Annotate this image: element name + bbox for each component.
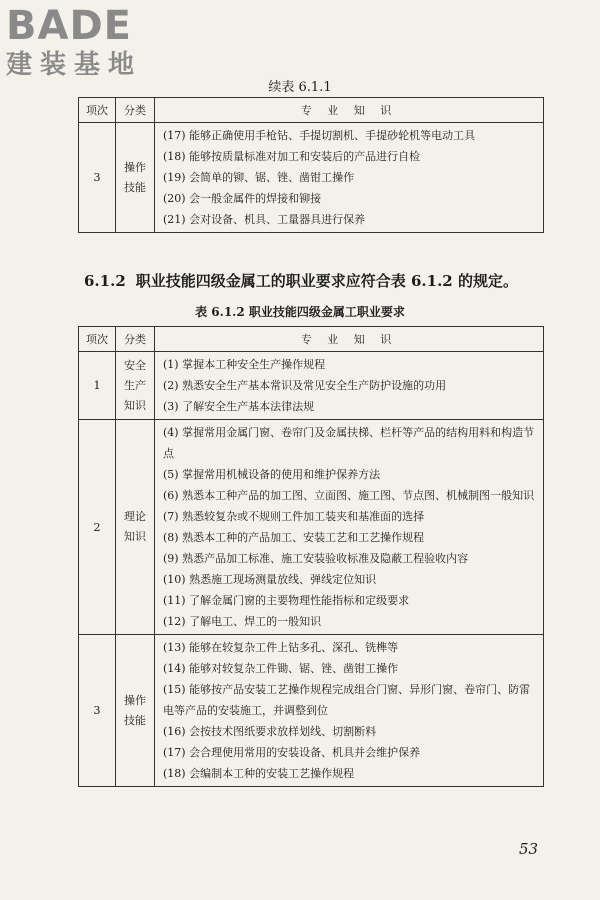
list-item: (2) 熟悉安全生产基本常识及常见安全生产防护设施的功用 bbox=[163, 379, 447, 392]
row-no: 3 bbox=[79, 635, 116, 787]
row-no: 3 bbox=[79, 123, 116, 233]
row-category bbox=[116, 352, 155, 420]
row-items bbox=[155, 352, 544, 420]
category-line: 知识 bbox=[124, 530, 146, 543]
header-category: 分类 bbox=[116, 98, 155, 123]
table-header-row bbox=[79, 98, 544, 123]
list-item: (15) 能够按产品安装工艺操作规程完成组合门窗、异形门窗、卷帘门、防雷电等产品的安装施工，并调整到位 bbox=[163, 683, 531, 717]
row-category bbox=[116, 635, 155, 787]
category-line: 知识 bbox=[124, 398, 146, 412]
header-category: 分类 bbox=[116, 327, 155, 352]
category-line: 理论 bbox=[124, 510, 146, 523]
category-line: 生产 bbox=[124, 378, 146, 392]
header-no: 项次 bbox=[79, 327, 116, 352]
list-item: (17) 能够正确使用手枪钻、手提切割机、手提砂轮机等电动工具 bbox=[163, 129, 476, 142]
list-item: (11) 了解金属门窗的主要物理性能指标和定级要求 bbox=[163, 594, 410, 607]
category-line: 安全 bbox=[124, 358, 146, 372]
continued-table bbox=[78, 97, 544, 233]
row-items bbox=[155, 635, 544, 787]
list-item: (10) 熟悉施工现场测量放线、弹线定位知识 bbox=[163, 573, 377, 586]
section-heading bbox=[84, 270, 564, 291]
logo-sub-text: 建装基地 bbox=[6, 50, 143, 80]
row-no: 2 bbox=[79, 420, 116, 635]
table-row bbox=[79, 420, 544, 635]
table-row bbox=[79, 352, 544, 420]
row-category bbox=[116, 420, 155, 635]
row-no: 1 bbox=[79, 352, 116, 420]
logo-main-text: BADE bbox=[6, 3, 132, 49]
row-category bbox=[116, 123, 155, 233]
header-no: 项次 bbox=[79, 98, 116, 123]
list-item: (12) 了解电工、焊工的一般知识 bbox=[163, 615, 322, 628]
list-item: (6) 熟悉本工种产品的加工图、立面图、施工图、节点图、机械制图一般知识 bbox=[163, 489, 535, 502]
list-item: (18) 能够按质量标准对加工和安装后的产品进行自检 bbox=[163, 150, 421, 163]
list-item: (17) 会合理使用常用的安装设备、机具并会维护保养 bbox=[163, 746, 421, 759]
section-number: 6.1.2 bbox=[84, 272, 126, 290]
section-text: 职业技能四级金属工的职业要求应符合表 6.1.2 的规定。 bbox=[135, 272, 518, 290]
table-header-row bbox=[79, 327, 544, 352]
list-item: (5) 掌握常用机械设备的使用和维护保养方法 bbox=[163, 468, 381, 481]
row-items bbox=[155, 123, 544, 233]
list-item: (3) 了解安全生产基本法律法规 bbox=[163, 400, 315, 413]
page-number: 53 bbox=[519, 840, 539, 858]
category-line: 技能 bbox=[124, 180, 146, 194]
row-items bbox=[155, 420, 544, 635]
category-line: 技能 bbox=[124, 713, 146, 727]
bade-logo bbox=[6, 4, 176, 80]
list-item: (9) 熟悉产品加工标准、施工安装验收标准及隐蔽工程验收内容 bbox=[163, 552, 469, 565]
list-item: (13) 能够在较复杂工件上钻多孔、深孔、铣榫等 bbox=[163, 641, 399, 654]
list-item: (16) 会按技术图纸要求放样划线、切割断料 bbox=[163, 725, 377, 738]
continued-table-title: 续表 6.1.1 bbox=[268, 80, 332, 95]
list-item: (8) 熟悉本工种的产品加工、安装工艺和工艺操作规程 bbox=[163, 531, 425, 544]
list-item: (19) 会简单的铆、锯、锉、凿钳工操作 bbox=[163, 171, 355, 184]
list-item: (21) 会对设备、机具、工量器具进行保养 bbox=[163, 213, 366, 226]
header-knowledge: 专 业 知 识 bbox=[155, 98, 544, 123]
main-table bbox=[78, 326, 544, 787]
table-row bbox=[79, 635, 544, 787]
table-row bbox=[79, 123, 544, 233]
table-caption: 表 6.1.2 职业技能四级金属工职业要求 bbox=[195, 305, 405, 319]
list-item: (20) 会一般金属件的焊接和铆接 bbox=[163, 192, 322, 205]
category-line: 操作 bbox=[124, 693, 146, 707]
list-item: (18) 会编制本工种的安装工艺操作规程 bbox=[163, 767, 355, 780]
list-item: (14) 能够对较复杂工件锄、锯、锉、凿钳工操作 bbox=[163, 662, 399, 675]
list-item: (4) 掌握常用金属门窗、卷帘门及金属扶梯、栏杆等产品的结构用料和构造节点 bbox=[163, 426, 535, 460]
list-item: (7) 熟悉较复杂或不规则工件加工装夹和基准面的选择 bbox=[163, 510, 425, 523]
category-line: 操作 bbox=[124, 160, 146, 174]
header-knowledge: 专 业 知 识 bbox=[155, 327, 544, 352]
list-item: (1) 掌握本工种安全生产操作规程 bbox=[163, 358, 326, 371]
